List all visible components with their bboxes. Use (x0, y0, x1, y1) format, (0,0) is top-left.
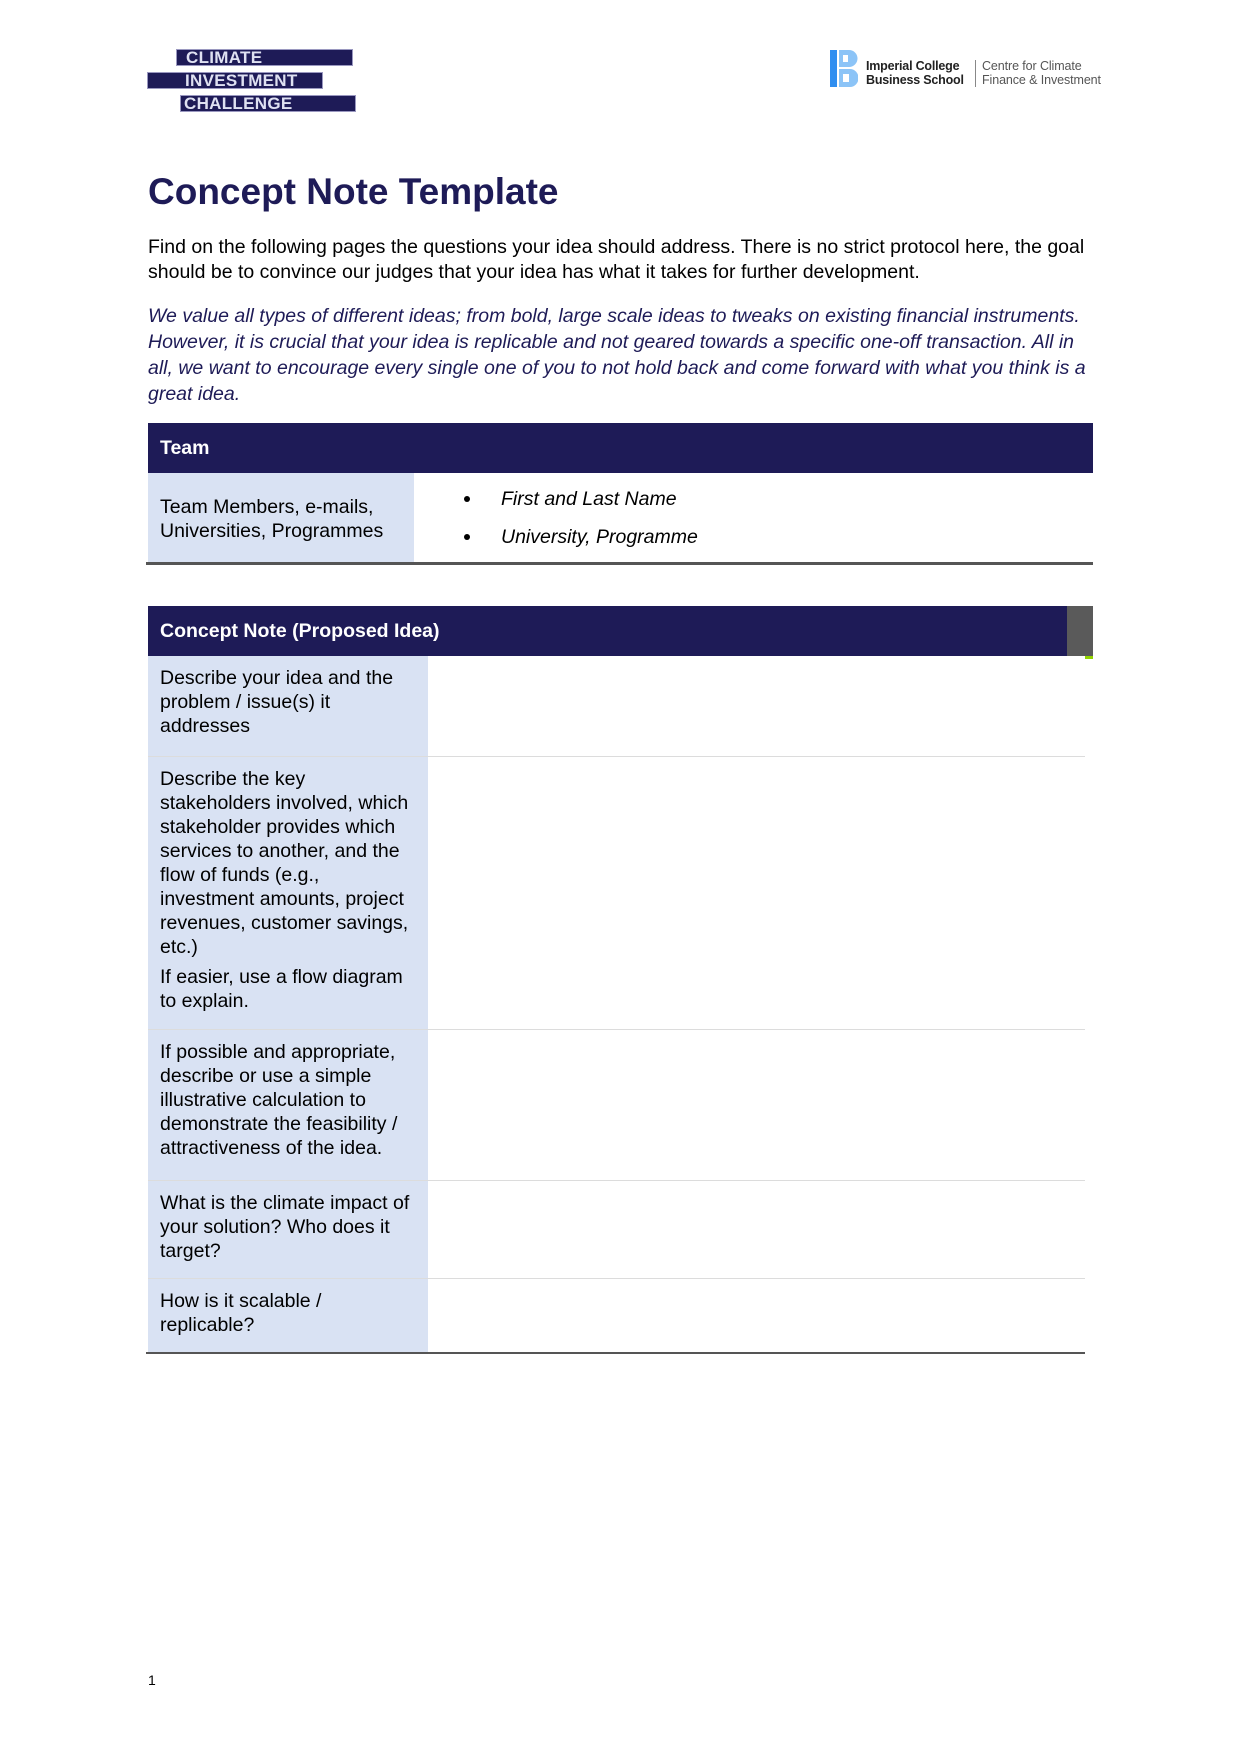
concept-row-label-climate-impact (148, 1181, 428, 1278)
intro-paragraph: Find on the following pages the questions your idea should address. There is no strict protocol here, the goal should be to convince our judges that your idea has what it takes for further development. (148, 236, 1085, 283)
concept-row-label-idea (148, 656, 428, 756)
centre-line-1: Centre for Climate (982, 59, 1082, 73)
page-number: 1 (148, 1672, 156, 1688)
institution-line-1: Imperial College (866, 59, 960, 73)
business-school-name (866, 59, 964, 87)
concept-row-value-idea[interactable] (428, 656, 1085, 756)
team-table-bottom-border (146, 562, 1093, 565)
bullet-icon (464, 534, 470, 540)
logo-line-1: CLIMATE (186, 48, 263, 67)
concept-table-bottom-border (146, 1352, 1085, 1354)
label-text: Describe your idea and the problem / issue(s) it addresses (160, 667, 394, 737)
label-text: What is the climate impact of your solution? Who does it target? (160, 1192, 410, 1262)
concept-row-value-stakeholders[interactable] (428, 757, 1085, 1029)
concept-row-value-climate-impact[interactable] (428, 1181, 1085, 1278)
logo-divider (975, 60, 976, 87)
header-accent-grey (1067, 606, 1093, 656)
team-table-header: Team (148, 423, 1093, 473)
concept-row-label-calculation (148, 1030, 428, 1180)
team-members-label: Team Members, e-mails, Universities, Programmes (148, 473, 414, 563)
logo-line-2: INVESTMENT (185, 71, 298, 90)
letter-b-icon (830, 50, 858, 87)
intro-italic-paragraph: We value all types of different ideas; from bold, large scale ideas to tweaks on existing financial instruments. However, it is crucial that your idea is replicable and not geared towards a specific one-off transaction. All in all, we want to encourage every single one of you to not hold back and come forward with what you think is a great idea. (148, 305, 1086, 405)
page-title: Concept Note Template (148, 171, 559, 212)
logo-line-3: CHALLENGE (184, 94, 293, 113)
concept-row-label-stakeholders (148, 757, 428, 1029)
centre-line-2: Finance & Investment (982, 73, 1101, 87)
label-text: Describe the key stakeholders involved, which stakeholder provides which services to another, and the flow of funds (e.g., investment amounts, project revenues, customer savings, etc.) (160, 768, 409, 958)
institution-line-2: Business School (866, 73, 964, 87)
label-text: How is it scalable / replicable? (160, 1290, 322, 1336)
concept-row-label-scalability (148, 1279, 428, 1352)
concept-row-value-calculation[interactable] (428, 1030, 1085, 1180)
team-bullet-university[interactable]: University, Programme (501, 526, 698, 548)
concept-table-header: Concept Note (Proposed Idea) (148, 606, 1067, 656)
bullet-icon (464, 496, 470, 502)
team-members-value[interactable] (414, 473, 1093, 563)
label-text: If possible and appropriate, describe or use a simple illustrative calculation to demonstrate the feasibility / attractiveness of the idea. (160, 1041, 398, 1159)
team-bullet-name[interactable]: First and Last Name (501, 488, 677, 510)
label-text: If easier, use a flow diagram to explain. (160, 966, 403, 1012)
centre-name (982, 59, 1101, 87)
concept-row-value-scalability[interactable] (428, 1279, 1085, 1352)
